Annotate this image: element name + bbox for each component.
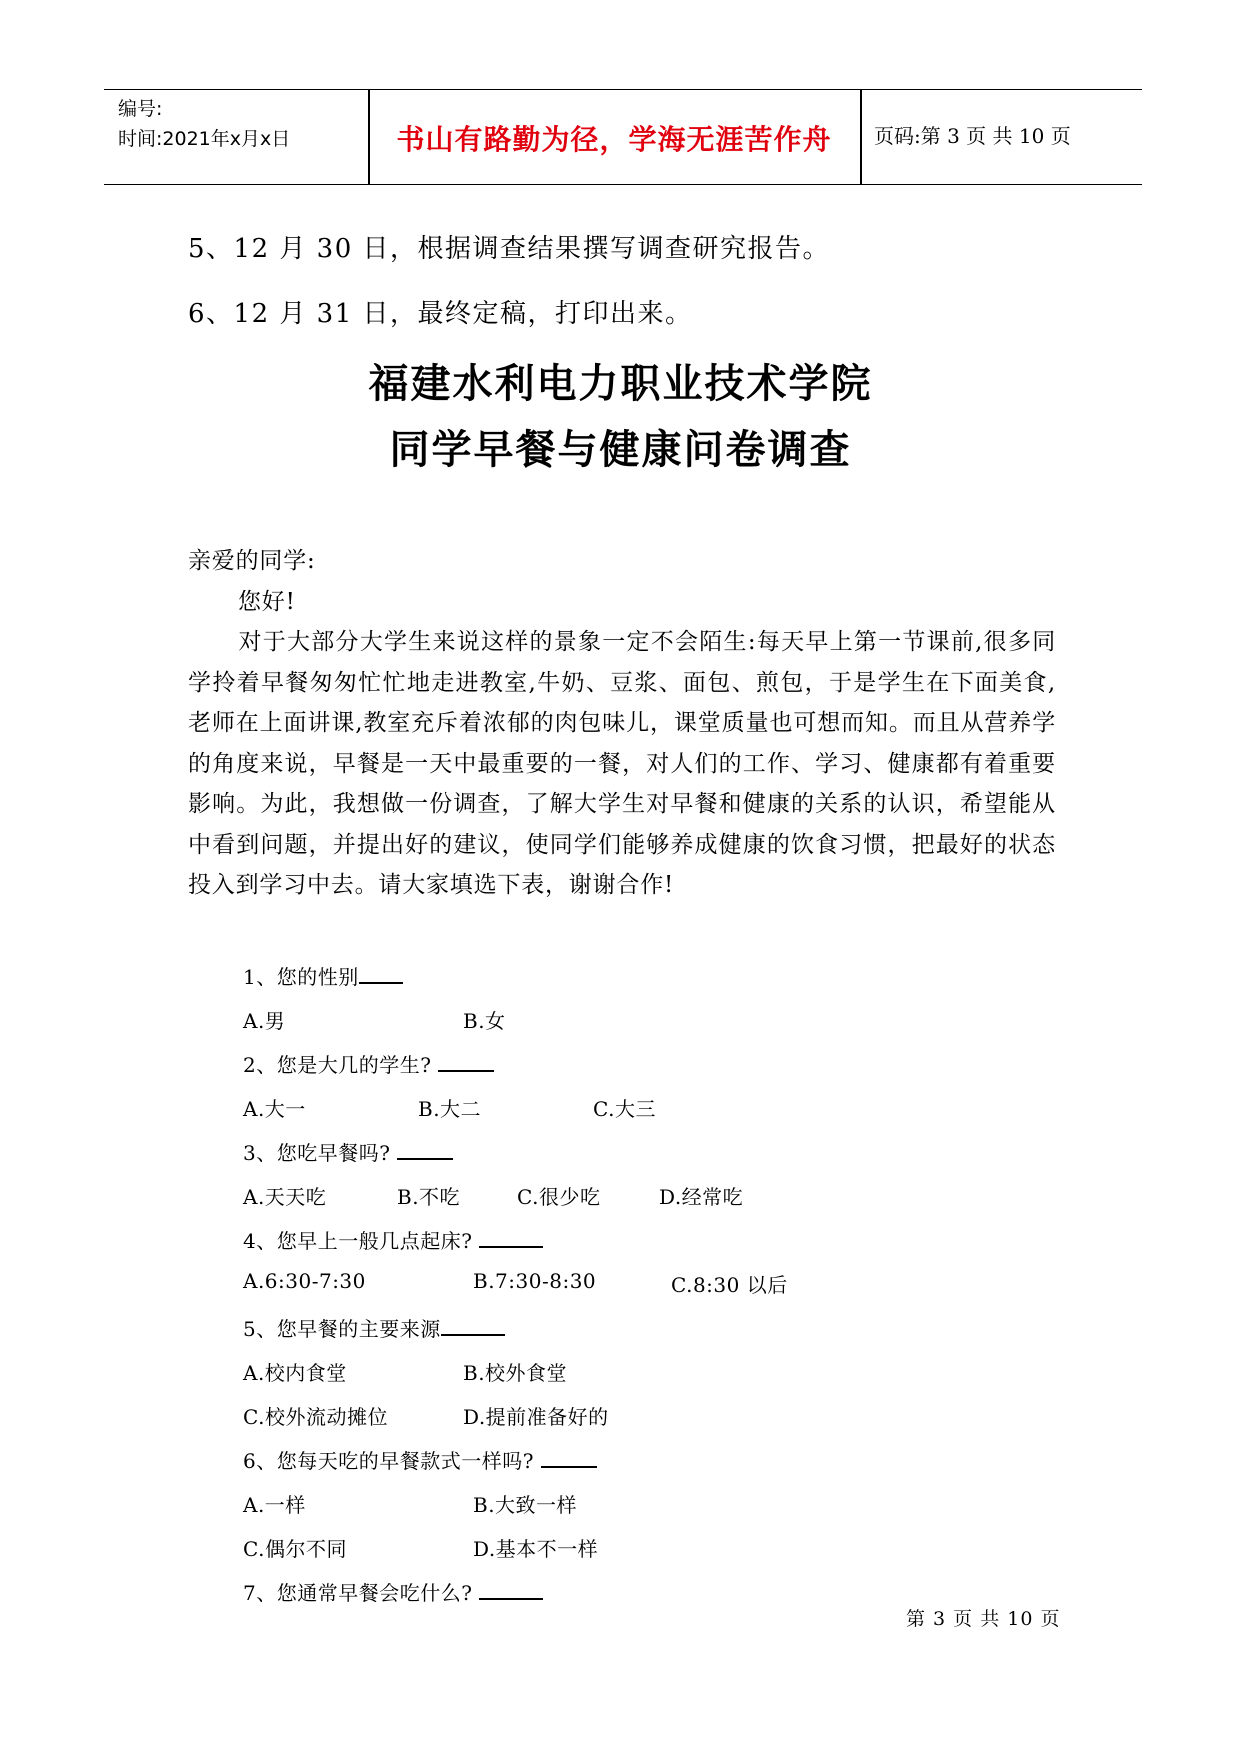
q6-option-b[interactable]: B.大致一样 (473, 1493, 578, 1517)
question-1 (243, 961, 403, 990)
question-5 (243, 1313, 505, 1342)
question-2-text: 2、您是大几的学生? (243, 1053, 432, 1077)
answer-blank[interactable] (438, 1052, 494, 1072)
question-4 (243, 1225, 543, 1254)
question-4-text: 4、您早上一般几点起床? (243, 1229, 473, 1253)
q3-option-b[interactable]: B.不吃 (397, 1185, 461, 1209)
page-header (104, 89, 1142, 185)
question-7 (243, 1577, 543, 1606)
q6-option-c[interactable]: C.偶尔不同 (243, 1537, 347, 1561)
header-page-info: 页码:第 3 页 共 10 页 (874, 124, 1071, 148)
q2-option-a[interactable]: A.大一 (243, 1097, 306, 1121)
q3-option-a[interactable]: A.天天吃 (243, 1185, 327, 1209)
question-7-text: 7、您通常早餐会吃什么? (243, 1581, 473, 1605)
q3-option-c[interactable]: C.很少吃 (517, 1185, 601, 1209)
q6-option-a[interactable]: A.一样 (243, 1493, 306, 1517)
survey-title-line2: 同学早餐与健康问卷调查 (389, 427, 852, 473)
q5-option-b[interactable]: B.校外食堂 (463, 1361, 568, 1385)
header-meta (118, 94, 290, 154)
document-time-label: 时间:2021年x月x日 (118, 128, 291, 150)
q4-option-a[interactable]: A.6:30-7:30 (243, 1269, 366, 1293)
answer-blank[interactable] (359, 964, 403, 984)
answer-blank[interactable] (479, 1228, 543, 1248)
q1-option-b[interactable]: B.女 (463, 1009, 506, 1033)
question-6 (243, 1445, 597, 1474)
header-divider (860, 90, 862, 184)
answer-blank[interactable] (397, 1140, 453, 1160)
q5-option-d[interactable]: D.提前准备好的 (463, 1405, 609, 1429)
q4-option-c[interactable]: C.8:30 以后 (671, 1273, 788, 1297)
question-3 (243, 1137, 453, 1166)
schedule-item: 6、12 月 31 日，最终定稿，打印出来。 (188, 299, 693, 329)
header-motto: 书山有路勤为径，学海无涯苦作舟 (396, 123, 832, 156)
answer-blank[interactable] (479, 1580, 543, 1600)
q5-option-c[interactable]: C.校外流动摊位 (243, 1405, 388, 1429)
q3-option-d[interactable]: D.经常吃 (659, 1185, 744, 1209)
document-number-label: 编号: (118, 98, 163, 120)
question-5-text: 5、您早餐的主要来源 (243, 1317, 441, 1341)
question-6-text: 6、您每天吃的早餐款式一样吗? (243, 1449, 534, 1473)
page-footer: 第 3 页 共 10 页 (906, 1608, 1061, 1630)
q1-option-a[interactable]: A.男 (243, 1009, 286, 1033)
letter-greeting (188, 582, 1056, 623)
q2-option-c[interactable]: C.大三 (593, 1097, 656, 1121)
letter-body-text: 对于大部分大学生来说这样的景象一定不会陌生:每天早上第一节课前,很多同学拎着早餐匆匆忙忙地走进教室,牛奶、豆浆、面包、煎包，于是学生在下面美食,老师在上面讲课,教室充斥着浓郁的肉包味儿，课堂质量也可想而知。而且从营养学的角度来说，早餐是一天中最重要的一餐，对人们的工作、学习、健康都有着重要影响。为此，我想做一份调查，了解大学生对早餐和健康的关系的认识，希望能从中看到问题，并提出好的建议，使同学们能够养成健康的饮食习惯，把最好的状态投入到学习中去。请大家填选下表，谢谢合作! (188, 629, 1056, 898)
q4-option-b[interactable]: B.7:30-8:30 (473, 1269, 597, 1293)
question-3-text: 3、您吃早餐吗? (243, 1141, 391, 1165)
question-1-text: 1、您的性别 (243, 965, 359, 989)
survey-title-line1: 福建水利电力职业技术学院 (368, 361, 873, 407)
question-2 (243, 1049, 494, 1078)
answer-blank[interactable] (441, 1316, 505, 1336)
letter-salutation: 亲爱的同学: (188, 548, 316, 574)
letter-body (188, 622, 1056, 906)
letter-greeting-text: 您好! (238, 589, 296, 615)
q5-option-a[interactable]: A.校内食堂 (243, 1361, 347, 1385)
q2-option-b[interactable]: B.大二 (418, 1097, 482, 1121)
answer-blank[interactable] (541, 1448, 597, 1468)
q6-option-d[interactable]: D.基本不一样 (473, 1537, 599, 1561)
schedule-item: 5、12 月 30 日，根据调查结果撰写调查研究报告。 (188, 234, 831, 264)
